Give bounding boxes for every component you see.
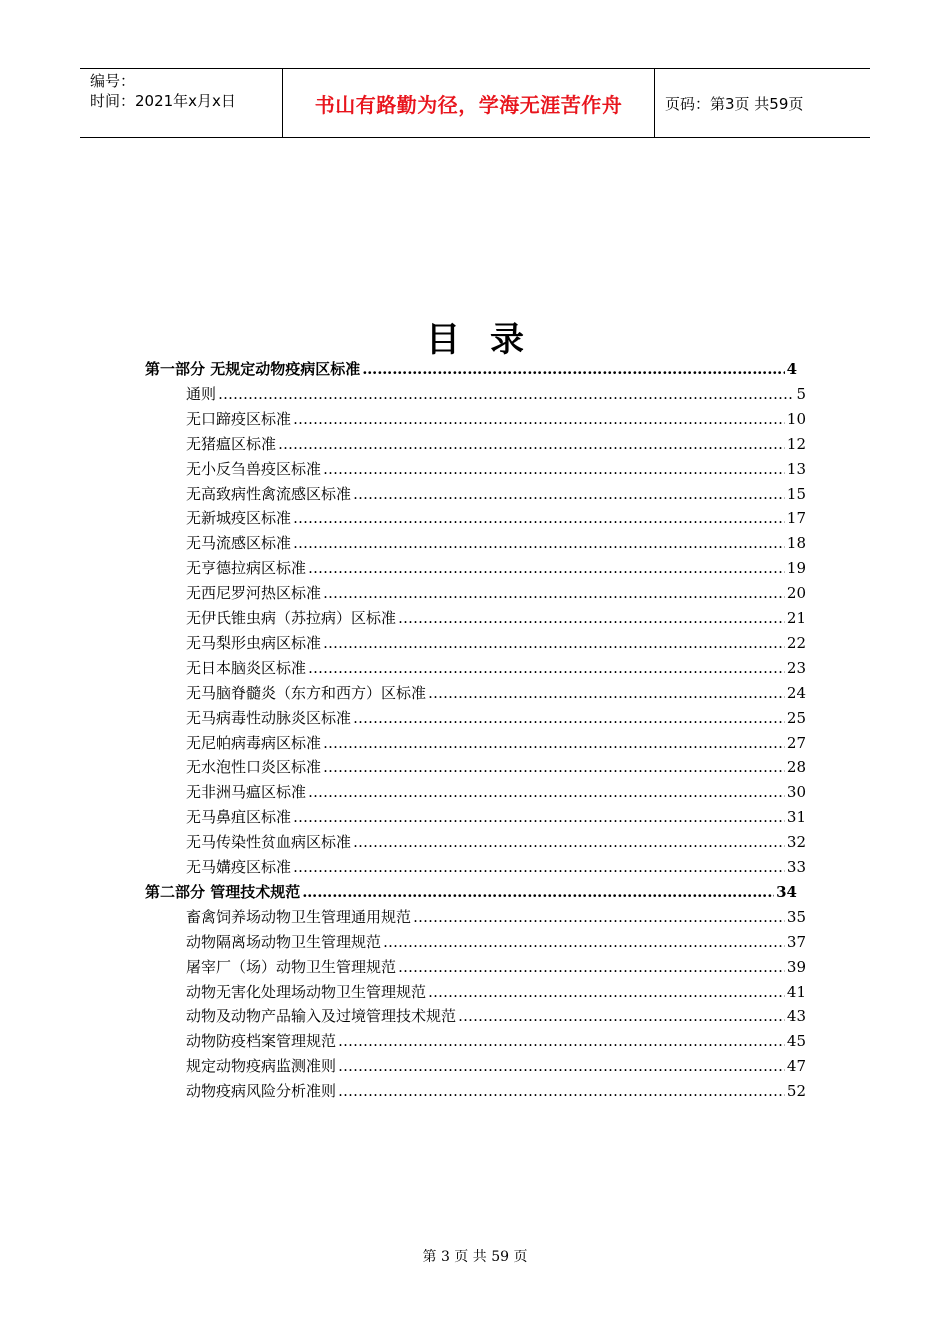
toc-entry-label: 动物隔离场动物卫生管理规范 bbox=[186, 932, 382, 951]
toc-entry-page: 27 bbox=[786, 733, 806, 752]
toc-entry-page: 4 bbox=[786, 360, 797, 378]
toc-entry-page: 35 bbox=[786, 907, 806, 926]
document-number-label: 编号： bbox=[90, 72, 136, 90]
toc-entry-page: 31 bbox=[786, 808, 806, 827]
toc-leader-dots bbox=[398, 609, 785, 627]
toc-entry-label: 规定动物疫病监测准则 bbox=[186, 1057, 337, 1076]
toc-leader-dots bbox=[428, 983, 785, 1001]
header-meta bbox=[80, 69, 282, 137]
toc-leader-dots bbox=[413, 908, 785, 926]
toc-leader-dots bbox=[308, 783, 785, 801]
toc-entry-page: 37 bbox=[786, 932, 806, 951]
toc-leader-dots bbox=[398, 958, 785, 976]
toc-entry[interactable] bbox=[186, 831, 806, 855]
toc-entry[interactable] bbox=[186, 956, 806, 980]
toc-entry-label: 无高致病性禽流感区标准 bbox=[186, 484, 352, 503]
toc-entry-label: 无马梨形虫病区标准 bbox=[186, 633, 322, 652]
toc-entry-page: 23 bbox=[786, 658, 806, 677]
page-footer: 第 3 页 共 59 页 bbox=[422, 1249, 528, 1265]
toc-leader-dots bbox=[323, 460, 785, 478]
toc-entry[interactable] bbox=[186, 458, 806, 482]
toc-entry-label: 无口蹄疫区标准 bbox=[186, 409, 292, 428]
toc-entry-label: 屠宰厂（场）动物卫生管理规范 bbox=[186, 957, 397, 976]
toc-leader-dots bbox=[353, 485, 785, 503]
toc-part-entry[interactable] bbox=[145, 358, 797, 382]
toc-entry-label: 第二部分 管理技术规范 bbox=[145, 882, 301, 901]
toc-leader-dots bbox=[323, 734, 785, 752]
toc-entry[interactable] bbox=[186, 632, 806, 656]
toc-entry-page: 52 bbox=[786, 1082, 806, 1101]
toc-entry-label: 无新城疫区标准 bbox=[186, 509, 292, 528]
toc-leader-dots bbox=[338, 1032, 785, 1050]
toc-entry-label: 第一部分 无规定动物疫病区标准 bbox=[145, 360, 361, 378]
toc-entry-page: 43 bbox=[786, 1007, 806, 1026]
toc-leader-dots bbox=[428, 684, 785, 702]
toc-entry-label: 畜禽饲养场动物卫生管理通用规范 bbox=[186, 907, 412, 926]
toc-entry-page: 15 bbox=[786, 484, 806, 503]
toc-entry[interactable] bbox=[186, 1055, 806, 1079]
toc-leader-dots bbox=[278, 435, 785, 453]
toc-entry-label: 动物防疫档案管理规范 bbox=[186, 1032, 337, 1051]
toc-title: 目录 bbox=[426, 320, 554, 360]
toc-entry[interactable] bbox=[186, 682, 806, 706]
toc-leader-dots bbox=[383, 933, 785, 951]
toc-entry-label: 无小反刍兽疫区标准 bbox=[186, 459, 322, 478]
toc-entry-page: 19 bbox=[786, 559, 806, 578]
toc-entry-page: 41 bbox=[786, 982, 806, 1001]
toc-entry[interactable] bbox=[186, 383, 806, 407]
toc-leader-dots bbox=[218, 385, 794, 403]
toc-leader-dots bbox=[338, 1082, 785, 1100]
toc-entry[interactable] bbox=[186, 607, 806, 631]
toc-entry-label: 无马传染性贫血病区标准 bbox=[186, 833, 352, 852]
toc-leader-dots bbox=[338, 1057, 785, 1075]
toc-leader-dots bbox=[323, 634, 785, 652]
toc-entry-label: 无尼帕病毒病区标准 bbox=[186, 733, 322, 752]
toc-entry-label: 无亨德拉病区标准 bbox=[186, 559, 307, 578]
toc-entry-label: 无非洲马瘟区标准 bbox=[186, 783, 307, 802]
toc-leader-dots bbox=[362, 360, 784, 378]
toc-entry-page: 10 bbox=[786, 409, 806, 428]
toc-entry[interactable] bbox=[186, 732, 806, 756]
header-page-info: 页码：第3页 共59页 bbox=[665, 94, 804, 113]
toc-entry-page: 32 bbox=[786, 833, 806, 852]
toc-entry-label: 动物及动物产品输入及过境管理技术规范 bbox=[186, 1007, 457, 1026]
toc-entry[interactable] bbox=[186, 806, 806, 830]
toc-entry-label: 无西尼罗河热区标准 bbox=[186, 584, 322, 603]
toc-entry[interactable] bbox=[186, 1030, 806, 1054]
document-date: 时间：2021年x月x日 bbox=[90, 92, 236, 110]
toc-leader-dots bbox=[293, 808, 785, 826]
toc-leader-dots bbox=[353, 709, 785, 727]
toc-entry-page: 13 bbox=[786, 459, 806, 478]
toc-entry[interactable] bbox=[186, 781, 806, 805]
toc-entry[interactable] bbox=[186, 657, 806, 681]
toc-entry[interactable] bbox=[186, 931, 806, 955]
toc-leader-dots bbox=[293, 858, 785, 876]
toc-entry-page: 45 bbox=[786, 1032, 806, 1051]
toc-entry-label: 无伊氏锥虫病（苏拉病）区标准 bbox=[186, 609, 397, 627]
toc-entry-page: 12 bbox=[786, 434, 806, 453]
toc-entry-label: 无马鼻疽区标准 bbox=[186, 808, 292, 827]
toc-entry-page: 39 bbox=[786, 957, 806, 976]
toc-entry[interactable] bbox=[186, 756, 806, 780]
toc-entry[interactable] bbox=[186, 906, 806, 930]
toc-entry[interactable] bbox=[186, 981, 806, 1005]
toc-entry[interactable] bbox=[186, 1080, 806, 1104]
toc-leader-dots bbox=[323, 584, 785, 602]
toc-entry-label: 无马流感区标准 bbox=[186, 534, 292, 553]
toc-entry[interactable] bbox=[186, 408, 806, 432]
toc-leader-dots bbox=[353, 833, 785, 851]
toc-entry-page: 28 bbox=[786, 758, 806, 777]
page-header bbox=[80, 68, 870, 138]
toc-entry[interactable] bbox=[186, 483, 806, 507]
toc-entry-page: 20 bbox=[786, 584, 806, 603]
toc-entry-label: 无马脑脊髓炎（东方和西方）区标准 bbox=[186, 683, 427, 702]
toc-entry-page: 33 bbox=[786, 858, 806, 876]
toc-entry-label: 无水泡性口炎区标准 bbox=[186, 758, 322, 777]
toc-leader-dots bbox=[293, 509, 785, 527]
toc-entry-page: 30 bbox=[786, 783, 806, 802]
toc-leader-dots bbox=[293, 410, 785, 428]
toc-leader-dots bbox=[293, 534, 785, 552]
toc-entry[interactable] bbox=[186, 856, 806, 880]
toc-entry-page: 34 bbox=[776, 882, 797, 901]
toc-entry-page: 5 bbox=[796, 384, 806, 403]
toc-entry-page: 18 bbox=[786, 534, 806, 553]
toc-leader-dots bbox=[308, 559, 785, 577]
toc-entry[interactable] bbox=[186, 582, 806, 606]
toc-leader-dots bbox=[323, 758, 785, 776]
toc-entry-label: 动物疫病风险分析准则 bbox=[186, 1082, 337, 1101]
toc-entry-page: 17 bbox=[786, 509, 806, 528]
toc-part-entry[interactable] bbox=[145, 881, 797, 905]
toc-entry[interactable] bbox=[186, 433, 806, 457]
toc-entry-label: 无马媾疫区标准 bbox=[186, 858, 292, 876]
toc-entry-label: 无日本脑炎区标准 bbox=[186, 658, 307, 677]
toc-entry-page: 47 bbox=[786, 1057, 806, 1076]
toc-entry-page: 25 bbox=[786, 708, 806, 727]
toc-entry[interactable] bbox=[186, 707, 806, 731]
toc-entry[interactable] bbox=[186, 532, 806, 556]
toc-entry[interactable] bbox=[186, 507, 806, 531]
toc-leader-dots bbox=[308, 659, 785, 677]
toc-entry[interactable] bbox=[186, 557, 806, 581]
toc-entry-label: 动物无害化处理场动物卫生管理规范 bbox=[186, 982, 427, 1001]
toc-entry-label: 通则 bbox=[186, 384, 217, 403]
toc-entry[interactable] bbox=[186, 1005, 806, 1029]
toc-entry-label: 无马病毒性动脉炎区标准 bbox=[186, 708, 352, 727]
toc-leader-dots bbox=[302, 883, 774, 901]
toc-entry-label: 无猪瘟区标准 bbox=[186, 434, 277, 453]
toc-entry-page: 24 bbox=[786, 683, 806, 702]
header-motto: 书山有路勤为径，学海无涯苦作舟 bbox=[282, 69, 655, 137]
toc-entry-page: 21 bbox=[786, 609, 806, 627]
toc-leader-dots bbox=[458, 1007, 785, 1025]
toc-entry-page: 22 bbox=[786, 633, 806, 652]
